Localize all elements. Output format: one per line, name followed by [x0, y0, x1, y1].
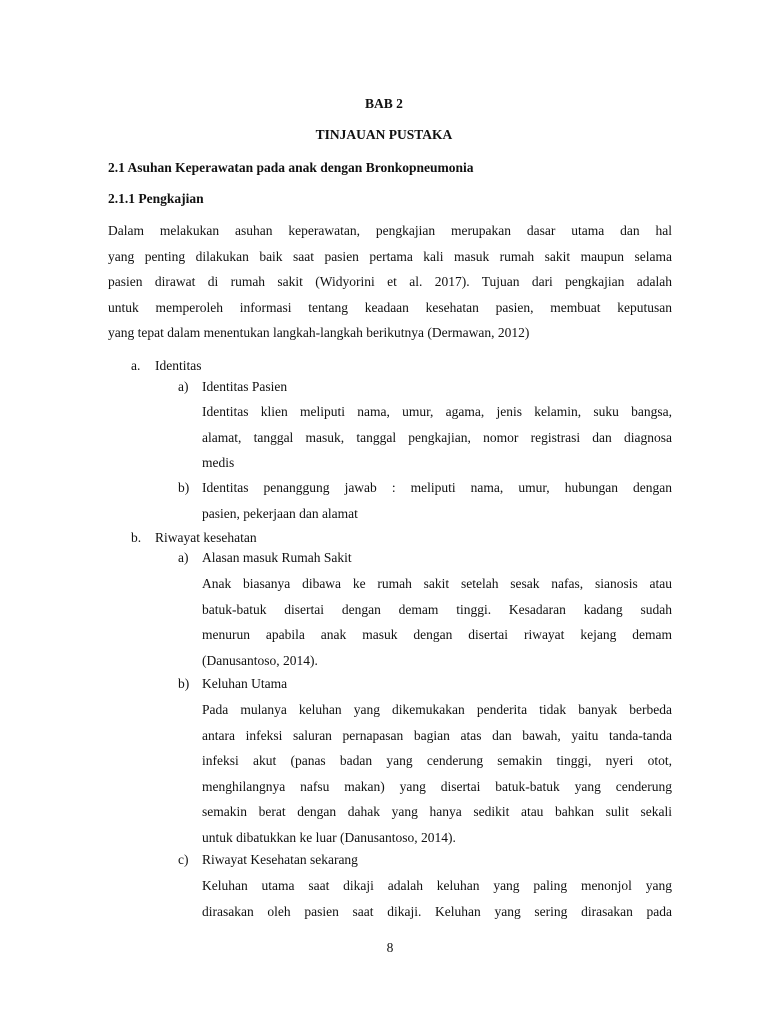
- chapter-number: BAB 2: [365, 96, 403, 111]
- sublist-marker: a): [178, 379, 189, 394]
- sublist-body: [202, 697, 672, 850]
- paragraph-line: untuk memperoleh informasi tentang keadaan kesehatan pasien, membuat keputusan: [108, 299, 672, 315]
- sublist-body: [202, 873, 672, 924]
- sublist-marker: a): [178, 550, 189, 565]
- body-line: batuk-batuk disertai dengan demam tinggi. Kesadaran kadang sudah: [202, 601, 672, 617]
- body-line: semakin berat dengan dahak yang hanya sedikit atau bahkan sulit sekali: [202, 804, 672, 819]
- sublist-marker: b): [178, 480, 190, 495]
- body-line: untuk dibatukkan ke luar (Danusantoso, 2014).: [202, 829, 456, 845]
- paragraph-line: Dalam melakukan asuhan keperawatan, pengkajian merupakan dasar utama dan hal: [108, 223, 672, 238]
- body-line: (Danusantoso, 2014).: [202, 652, 318, 668]
- paragraph-line: pasien dirawat di rumah sakit (Widyorini et al. 2017). Tujuan dari pengkajian adalah: [108, 274, 672, 289]
- body-line: Identitas penanggung jawab : meliputi nama, umur, hubungan dengan: [202, 480, 672, 495]
- list-marker: a.: [131, 358, 141, 373]
- sublist-marker: b): [178, 676, 190, 691]
- sublist-label: Riwayat Kesehatan sekarang: [202, 852, 358, 867]
- body-line: medis: [202, 455, 235, 470]
- intro-paragraph: [108, 218, 672, 346]
- list-marker: b.: [131, 530, 142, 545]
- body-line: menghilangnya nafsu makan) yang disertai batuk-batuk yang cenderung: [202, 778, 672, 794]
- sublist-marker: c): [178, 852, 189, 867]
- sublist-body: [202, 475, 672, 526]
- subsection-heading: 2.1.1 Pengkajian: [108, 191, 204, 206]
- body-line: Pada mulanya keluhan yang dikemukakan penderita tidak banyak berbeda: [202, 702, 672, 717]
- body-line: Identitas klien meliputi nama, umur, agama, jenis kelamin, suku bangsa,: [202, 404, 672, 419]
- body-line: dirasakan oleh pasien saat dikaji. Keluhan yang sering dirasakan pada: [202, 903, 672, 919]
- sublist-label: Keluhan Utama: [202, 676, 288, 691]
- page-number: 8: [386, 940, 394, 955]
- body-line: Keluhan utama saat dikaji adalah keluhan yang paling menonjol yang: [202, 878, 672, 893]
- list-label-identitas: Identitas: [155, 358, 202, 373]
- paragraph-line: yang penting dilakukan baik saat pasien pertama kali masuk rumah sakit maupun selama: [108, 248, 672, 264]
- body-line: pasien, pekerjaan dan alamat: [202, 505, 358, 521]
- chapter-title: TINJAUAN PUSTAKA: [315, 127, 453, 142]
- body-line: antara infeksi saluran pernapasan bagian atas dan bawah, yaitu tanda-tanda: [202, 727, 672, 743]
- body-line: Anak biasanya dibawa ke rumah sakit setelah sesak nafas, sianosis atau: [202, 576, 672, 591]
- paragraph-line: yang tepat dalam menentukan langkah-langkah berikutnya (Dermawan, 2012): [108, 325, 530, 340]
- body-line: menurun apabila anak masuk dengan disertai riwayat kejang demam: [202, 627, 672, 642]
- section-heading: 2.1 Asuhan Keperawatan pada anak dengan Bronkopneumonia: [108, 160, 474, 175]
- list-label-riwayat: Riwayat kesehatan: [155, 530, 257, 545]
- body-line: alamat, tanggal masuk, tanggal pengkajian, nomor registrasi dan diagnosa: [202, 429, 672, 445]
- sublist-body: [202, 571, 672, 673]
- sublist-body: [202, 399, 672, 476]
- sublist-label: Alasan masuk Rumah Sakit: [202, 550, 352, 565]
- sublist-label: Identitas Pasien: [202, 379, 288, 394]
- body-line: infeksi akut (panas badan yang cenderung semakin tinggi, nyeri otot,: [202, 753, 672, 768]
